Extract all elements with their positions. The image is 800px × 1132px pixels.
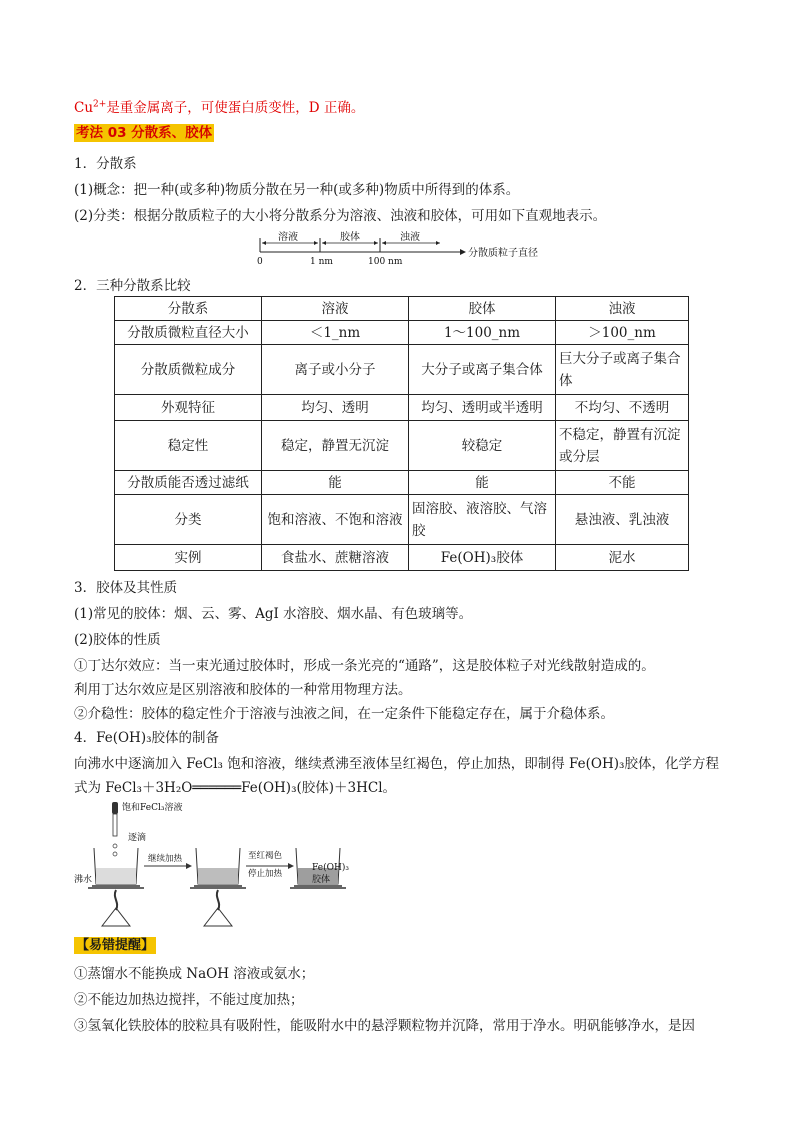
heading-dispersion: 1．分散系 bbox=[74, 156, 137, 172]
para-tyndall: ①丁达尔效应：当一束光通过胶体时，形成一条光亮的“通路”，这是胶体粒子对光线散射造成的。 bbox=[74, 658, 655, 674]
scale-axis-label: 分散质粒子直径 bbox=[468, 248, 538, 259]
scale-tick-100nm: 100 nm bbox=[368, 257, 403, 267]
para-tyndall-method: 利用丁达尔效应是区别溶液和胶体的一种常用物理方法。 bbox=[74, 682, 412, 698]
scale-label-colloid: 胶体 bbox=[340, 232, 360, 243]
table-cell: 分散质微粒成分 bbox=[115, 345, 262, 395]
table-cell: 离子或小分子 bbox=[262, 345, 409, 395]
para-common-colloids: (1)常见的胶体：烟、云、雾、AgI 水溶胶、烟水晶、有色玻璃等。 bbox=[74, 606, 473, 622]
table-header: 溶液 bbox=[262, 297, 409, 321]
comparison-table bbox=[114, 296, 689, 571]
table-row bbox=[115, 495, 689, 545]
table-row bbox=[115, 471, 689, 495]
table-cell: 均匀、透明 bbox=[262, 395, 409, 421]
particle-size-scale bbox=[250, 228, 550, 268]
tip-item: ③氢氧化铁胶体的胶粒具有吸附性，能吸附水中的悬浮颗粒物并沉降，常用于净水。明矾能够净水，是因 bbox=[74, 1018, 695, 1034]
table-cell: 食盐水、蔗糖溶液 bbox=[262, 545, 409, 571]
step-red-brown: 至红褐色 bbox=[248, 851, 283, 861]
table-cell: ＞100_nm bbox=[556, 321, 689, 345]
table-cell: 悬浊液、乳浊液 bbox=[556, 495, 689, 545]
boiling-water-label: 沸水 bbox=[74, 875, 93, 885]
table-header-row bbox=[115, 297, 689, 321]
table-cell: 不稳定，静置有沉淀或分层 bbox=[556, 421, 689, 471]
table-cell: Fe(OH)₃胶体 bbox=[409, 545, 556, 571]
dropper-tube bbox=[113, 814, 117, 836]
product-label-formula: Fe(OH)₃ bbox=[312, 863, 349, 873]
heading-preparation: 4．Fe(OH)₃胶体的制备 bbox=[74, 730, 219, 746]
table-cell: ＜1_nm bbox=[262, 321, 409, 345]
table-cell: 不能 bbox=[556, 471, 689, 495]
heading-comparison: 2．三种分散系比较 bbox=[74, 278, 191, 294]
scale-label-solution: 溶液 bbox=[278, 232, 298, 243]
table-cell: 泥水 bbox=[556, 545, 689, 571]
table-cell: 稳定性 bbox=[115, 421, 262, 471]
table-cell: 固溶胶、液溶胶、气溶胶 bbox=[409, 495, 556, 545]
table-cell: 不均匀、不透明 bbox=[556, 395, 689, 421]
cu-note: $Cu^{2+}$是重金属离子，可使蛋白质变性，D 正确。 bbox=[74, 99, 365, 116]
table-cell: 分散质能否透过滤纸 bbox=[115, 471, 262, 495]
para-properties: (2)胶体的性质 bbox=[74, 632, 161, 648]
section-title: 考法 03 分散系、胶体 bbox=[76, 125, 213, 141]
table-cell: 巨大分子或离子集合体 bbox=[556, 345, 689, 395]
table-row bbox=[115, 545, 689, 571]
scale-tick-1nm: 1 nm bbox=[310, 257, 333, 267]
heading-colloid: 3．胶体及其性质 bbox=[74, 580, 178, 596]
table-cell: 能 bbox=[409, 471, 556, 495]
product-label-colloid: 胶体 bbox=[312, 875, 331, 885]
table-cell: 饱和溶液、不饱和溶液 bbox=[262, 495, 409, 545]
table-cell: 实例 bbox=[115, 545, 262, 571]
dropper-bulb bbox=[112, 802, 118, 814]
step-continue-heating: 继续加热 bbox=[148, 854, 183, 864]
table-cell: 能 bbox=[262, 471, 409, 495]
table-header: 分散系 bbox=[115, 297, 262, 321]
table-cell: 分类 bbox=[115, 495, 262, 545]
step-stop-heating: 停止加热 bbox=[248, 869, 283, 879]
para-classification: (2)分类：根据分散质粒子的大小将分散系分为溶液、浊液和胶体，可用如下直观地表示。 bbox=[74, 208, 607, 224]
table-row bbox=[115, 395, 689, 421]
para-preparation: 向沸水中逐滴加入 FeCl₃ 饱和溶液，继续煮沸至液体呈红褐色，停止加热，即制得 Fe(OH)₃胶体，化学方程 bbox=[74, 756, 719, 772]
preparation-figure bbox=[74, 798, 374, 928]
table-cell: 稳定，静置无沉淀 bbox=[262, 421, 409, 471]
tip-item: ①蒸馏水不能换成 NaOH 溶液或氨水； bbox=[74, 966, 315, 982]
table-row bbox=[115, 345, 689, 395]
table-cell: 大分子或离子集合体 bbox=[409, 345, 556, 395]
table-cell: 外观特征 bbox=[115, 395, 262, 421]
scale-label-suspension: 浊液 bbox=[400, 232, 420, 243]
table-cell: 分散质微粒直径大小 bbox=[115, 321, 262, 345]
table-header: 浊液 bbox=[556, 297, 689, 321]
para-concept: (1)概念：把一种(或多种)物质分散在另一种(或多种)物质中所得到的体系。 bbox=[74, 182, 520, 198]
drip-label: 逐滴 bbox=[128, 833, 147, 843]
para-equation: 式为 FeCl₃＋3H₂O══════Fe(OH)₃(胶体)＋3HCl。 bbox=[74, 780, 397, 796]
tip-title: 【易错提醒】 bbox=[76, 938, 155, 953]
dropper-label: 饱和FeCl₃溶液 bbox=[122, 803, 183, 813]
table-row bbox=[115, 321, 689, 345]
table-cell: 均匀、透明或半透明 bbox=[409, 395, 556, 421]
table-row bbox=[115, 421, 689, 471]
table-header: 胶体 bbox=[409, 297, 556, 321]
table-cell: 较稳定 bbox=[409, 421, 556, 471]
tip-item: ②不能边加热边搅拌，不能过度加热； bbox=[74, 992, 304, 1008]
para-metastability: ②介稳性：胶体的稳定性介于溶液与浊液之间，在一定条件下能稳定存在，属于介稳体系。 bbox=[74, 706, 614, 722]
table-cell: 1～100_nm bbox=[409, 321, 556, 345]
scale-tick-0: 0 bbox=[257, 257, 263, 267]
